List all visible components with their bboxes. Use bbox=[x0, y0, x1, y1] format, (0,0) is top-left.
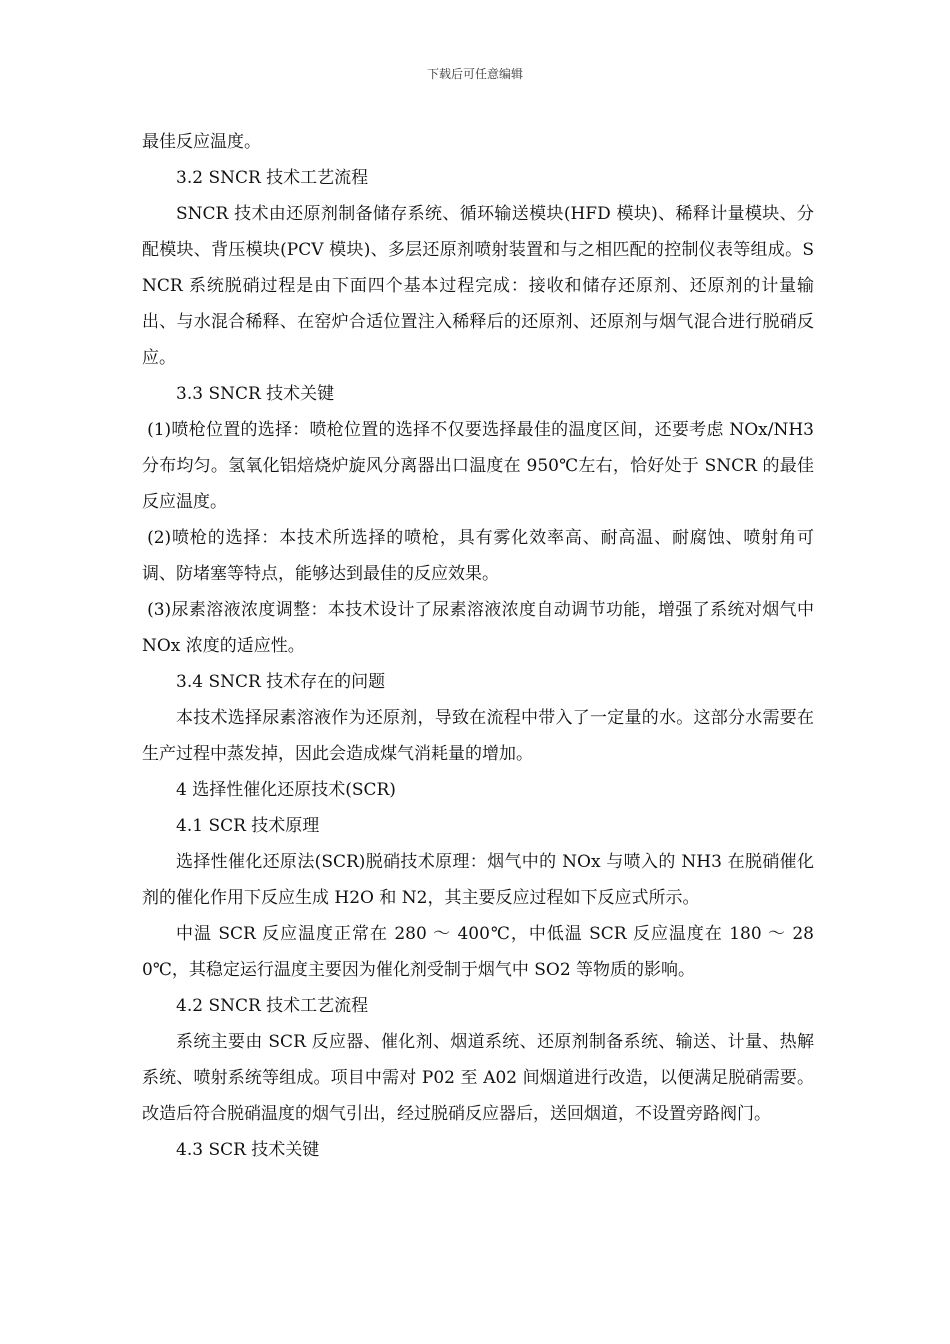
paragraph: (2)喷枪的选择：本技术所选择的喷枪，具有雾化效率高、耐高温、耐腐蚀、喷射角可调、防堵塞等特点，能够达到最佳的反应效果。 bbox=[142, 528, 814, 584]
paragraph: (1)喷枪位置的选择：喷枪位置的选择不仅要选择最佳的温度区间，还要考虑 NOx/NH3 分布均匀。氢氧化铝焙烧炉旋风分离器出口温度在 950℃左右，恰好处于 SNCR 的最佳反应温度。 bbox=[142, 420, 814, 512]
paragraph: (3)尿素溶液浓度调整：本技术设计了尿素溶液浓度自动调节功能，增强了系统对烟气中 NOx 浓度的适应性。 bbox=[142, 600, 814, 656]
paragraph: 本技术选择尿素溶液作为还原剂，导致在流程中带入了一定量的水。这部分水需要在生产过程中蒸发掉，因此会造成煤气消耗量的增加。 bbox=[142, 708, 814, 764]
paragraph: 系统主要由 SCR 反应器、催化剂、烟道系统、还原剂制备系统、输送、计量、热解系统、喷射系统等组成。项目中需对 P02 至 A02 间烟道进行改造，以便满足脱硝需要。改造后符合脱硝温度的烟气引出，经过脱硝反应器后，送回烟道，不设置旁路阀门。 bbox=[142, 1032, 814, 1124]
paragraph: SNCR 技术由还原剂制备储存系统、循环输送模块(HFD 模块)、稀释计量模块、分配模块、背压模块(PCV 模块)、多层还原剂喷射装置和与之相匹配的控制仪表等组成。SNCR 系统脱硝过程是由下面四个基本过程完成：接收和储存还原剂、还原剂的计量输出、与水混合稀释、在窑炉合适位置注入稀释后的还原剂、还原剂与烟气混合进行脱硝反应。 bbox=[142, 204, 814, 368]
section-heading: 3.2 SNCR 技术工艺流程 bbox=[176, 168, 369, 188]
section-heading: 4 选择性催化还原技术(SCR) bbox=[176, 780, 396, 800]
paragraph: 最佳反应温度。 bbox=[142, 132, 261, 152]
section-heading: 4.3 SCR 技术关键 bbox=[176, 1140, 320, 1160]
page-header: 下载后可任意编辑 bbox=[426, 67, 523, 81]
section-heading: 3.3 SNCR 技术关键 bbox=[176, 384, 335, 404]
section-heading: 4.1 SCR 技术原理 bbox=[176, 816, 320, 836]
section-heading: 3.4 SNCR 技术存在的问题 bbox=[176, 672, 386, 692]
section-heading: 4.2 SNCR 技术工艺流程 bbox=[176, 996, 369, 1016]
paragraph: 中温 SCR 反应温度正常在 280 ～ 400℃，中低温 SCR 反应温度在 180 ～ 280℃，其稳定运行温度主要因为催化剂受制于烟气中 SO2 等物质的影响。 bbox=[142, 924, 814, 980]
paragraph: 选择性催化还原法(SCR)脱硝技术原理：烟气中的 NOx 与喷入的 NH3 在脱硝催化剂的催化作用下反应生成 H2O 和 N2，其主要反应过程如下反应式所示。 bbox=[142, 852, 814, 908]
document-body bbox=[142, 124, 814, 1168]
